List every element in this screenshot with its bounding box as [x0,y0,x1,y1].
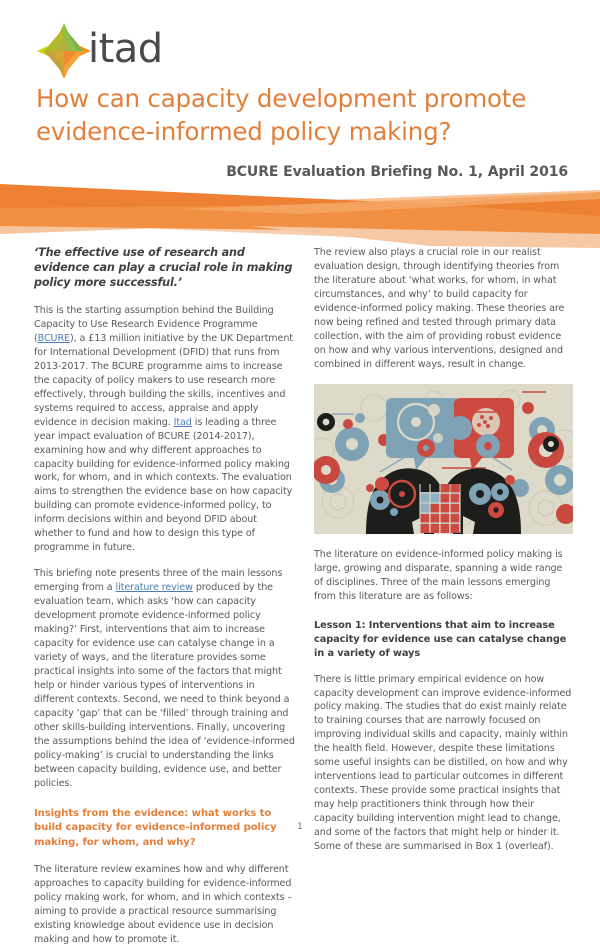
para-1-text-c: is leading a three year impact evaluation of BCURE (2014-2017), examining how and why different approaches to capacity building for evidence-informed policy making work, for whom, and in which contexts. The evaluation aims to strengthen the evidence base on how capacity building can promote evidence-informed policy, to inform decisions within and beyond DFID about whether to fund and how to design this type of programme in future. [34,416,293,554]
pull-quote: ‘The effective use of research and evidence can play a crucial role in making policy more successful.’ [34,246,293,289]
document-header [0,0,600,246]
para-1-text-b: ), a £13 million initiative by the UK Department for International Development (DFID) that runs from 2013-2017. The BCURE programme aims to increase the capacity of policy makers to use research more effectively, through building the skills, incentives and systems required to access, appraise and apply evidence in decision making. [34,332,293,428]
bcure-link[interactable]: BCURE [37,332,70,344]
para-2-text-a: This briefing note presents three of the main lessons emerging from a [34,568,283,594]
briefing-subtitle: BCURE Evaluation Briefing No. 1, April 2016 [226,164,568,180]
right-column [314,246,573,853]
paragraph-lessons-summary [34,567,295,791]
lesson-1-heading: Lesson 1: Interventions that aim to increase capacity for evidence use can catalyse change in a variety of ways [314,619,567,659]
left-column [34,246,295,946]
paragraph-literature-scope: The literature on evidence-informed policy making is large, growing and disparate, spanning a wide range of disciplines. Three of the main lessons emerging from this literature are as follows: [314,548,563,602]
section-heading-insights: Insights from the evidence: what works to build capacity for evidence-informed policy making, for whom, and why? [34,808,277,848]
paragraph-intro [34,304,295,556]
page-number: 1 [297,822,303,832]
paragraph-realist-design: The review also plays a crucial role in our realist evaluation design, through identifying theories from the literature about ‘what works, for whom, in what circumstances, and why’ to build capacity for evidence-informed policy making. These theories are now being refined and tested through primary data collection, with the aim of providing robust evidence on how and why various interventions, designed and combined in different ways, result in change. [314,247,565,370]
orange-ribbon-banner [0,182,600,248]
para-2-text-b: produced by the evaluation team, which asks ‘how can capacity development promote evidence-informed policy making?’ First, interventions that aim to increase capacity for evidence use can catalyse change in a variety of ways, and the literature provides some practical insights into some of the factors that might help or hinder various types of interventions in different contexts. Second, we need to think beyond a capacity ‘gap’ that can be ‘filled’ through training and other skills-building interventions. Finally, uncovering the assumptions behind the idea of ‘evidence-informed policy-making’ is crucial to understanding the links between capacity building, evidence use, and better policies. [34,582,295,790]
itad-wordmark: itad [88,26,163,72]
literature-review-link[interactable]: literature review [115,582,193,594]
brains-gears-illustration [314,384,573,534]
article-body [0,246,600,946]
itad-link[interactable]: Itad [173,416,192,428]
itad-logo [36,22,163,80]
itad-star-logo-icon [36,22,92,80]
page-title: How can capacity development promote evidence-informed policy making? [36,84,527,146]
paragraph-lesson-1-body: There is little primary empirical evidence on how capacity development can improve evidence-informed policy making. The studies that do exist mainly relate to training courses that are narrowly focused on improving individual skills and capacity, mainly within the health field. However, despite these limitations some useful insights can be distilled, on how and why interventions lead to particular outcomes in different contexts. These provide some practical insights that may help practitioners think through how their capacity building intervention might lead to change, and some of the factors that might help or hinder it. Some of these are summarised in Box 1 (overleaf). [314,673,572,853]
paragraph-review-scope: The literature review examines how and why different approaches to capacity building for evidence-informed policy making work, for whom, and in which contexts – aiming to provide a practical resource summarising existing knowledge about evidence use in decision making and how to promote it. [34,864,293,946]
para-1-text-a: This is the starting assumption behind the Building Capacity to Use Research Evidence Programme ( [34,304,274,344]
